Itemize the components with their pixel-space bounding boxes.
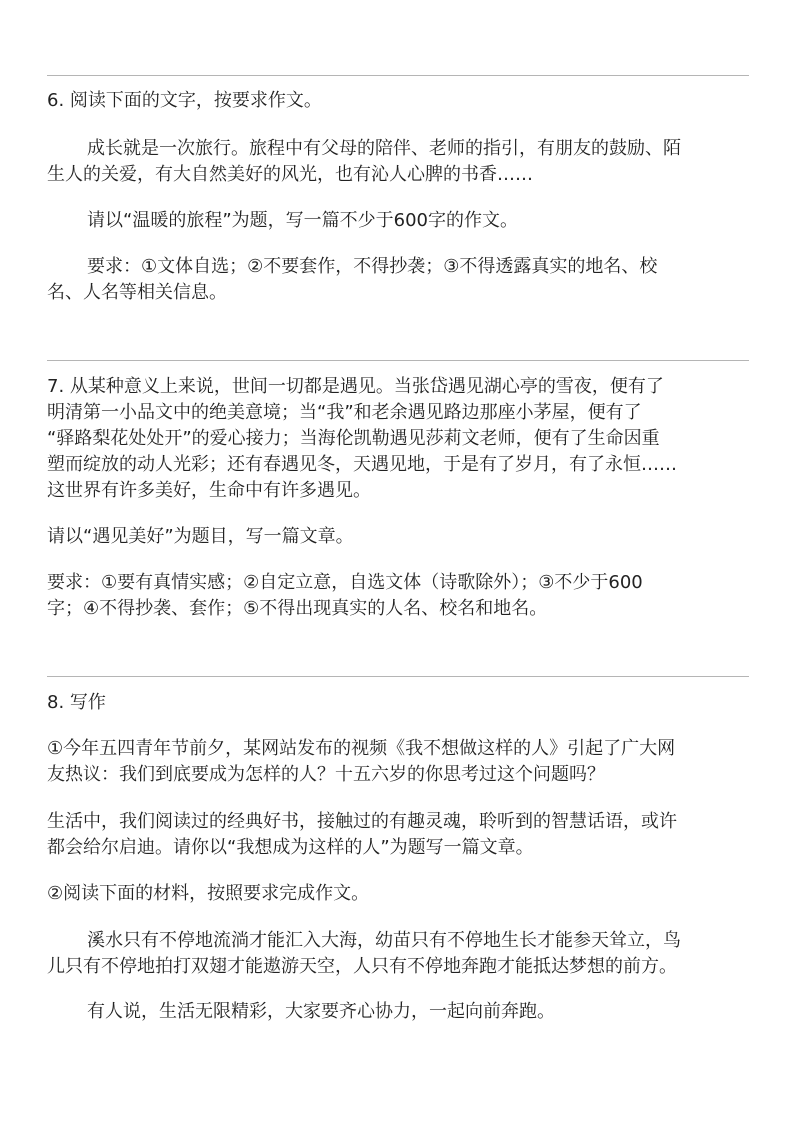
q6-p3-line-1: 要求：①文体自选；②不要套作，不得抄袭；③不得透露真实的地名、校 xyxy=(87,256,658,277)
q8-p4-line-2: 儿只有不停地拍打双翅才能遨游天空，人只有不停地奔跑才能抵达梦想的前方。 xyxy=(47,956,677,977)
divider-q8 xyxy=(47,676,749,677)
q8-p1-line-2: 友热议：我们到底要成为怎样的人？十五六岁的你思考过这个问题吗？ xyxy=(47,764,605,785)
q7-p1-line-3: “驿路梨花处处开”的爱心接力；当海伦凯勒遇见莎莉文老师，便有了生命因重 xyxy=(47,428,660,449)
q8-p2-line-2: 都会给尔启迪。请你以“我想成为这样的人”为题写一篇文章。 xyxy=(47,837,534,858)
q6-p1-line-1: 成长就是一次旅行。旅程中有父母的陪伴、老师的指引，有朋友的鼓励、陌 xyxy=(87,138,681,159)
q7-p3-line-1: 要求：①要有真情实感；②自定立意，自选文体（诗歌除外）；③不少于600 xyxy=(47,572,643,593)
q8-p2-line-1: 生活中，我们阅读过的经典好书，接触过的有趣灵魂，聆听到的智慧话语，或许 xyxy=(47,811,677,832)
q8-p4-line-1: 溪水只有不停地流淌才能汇入大海，幼苗只有不停地生长才能参天耸立，鸟 xyxy=(87,930,681,951)
q6-p3-line-2: 名、人名等相关信息。 xyxy=(47,282,227,303)
q7-p1-line-2: 明清第一小品文中的绝美意境；当“我”和老余遇见路边那座小茅屋，便有了 xyxy=(47,402,642,423)
divider-q6 xyxy=(47,75,749,76)
q8-p5-line-1: 有人说，生活无限精彩，大家要齐心协力，一起向前奔跑。 xyxy=(87,1001,555,1022)
q7-p2-line-1: 请以“遇见美好”为题目，写一篇文章。 xyxy=(47,526,354,547)
q7-p1-line-5: 这世界有许多美好，生命中有许多遇见。 xyxy=(47,480,371,501)
q6-p1-line-2: 生人的关爱，有大自然美好的风光，也有沁人心脾的书香…… xyxy=(47,164,533,185)
divider-q7 xyxy=(47,360,749,361)
q8-p3-line-1: ②阅读下面的材料，按照要求完成作文。 xyxy=(47,883,370,904)
q6-p2-line-1: 请以“温暖的旅程”为题，写一篇不少于600字的作文。 xyxy=(87,210,519,231)
q7-p3-line-2: 字；④不得抄袭、套作；⑤不得出现真实的人名、校名和地名。 xyxy=(47,598,548,619)
q8-p1-line-1: ①今年五四青年节前夕，某网站发布的视频《我不想做这样的人》引起了广大网 xyxy=(47,738,676,759)
q7-p1-line-4: 塑而绽放的动人光彩；还有春遇见冬，天遇见地，于是有了岁月，有了永恒…… xyxy=(47,454,677,475)
q7-p1-line-1: 7. 从某种意义上来说，世间一切都是遇见。当张岱遇见湖心亭的雪夜，便有了 xyxy=(47,376,664,397)
q6-title: 6. 阅读下面的文字，按要求作文。 xyxy=(47,90,322,111)
q8-title: 8. 写作 xyxy=(47,692,106,713)
